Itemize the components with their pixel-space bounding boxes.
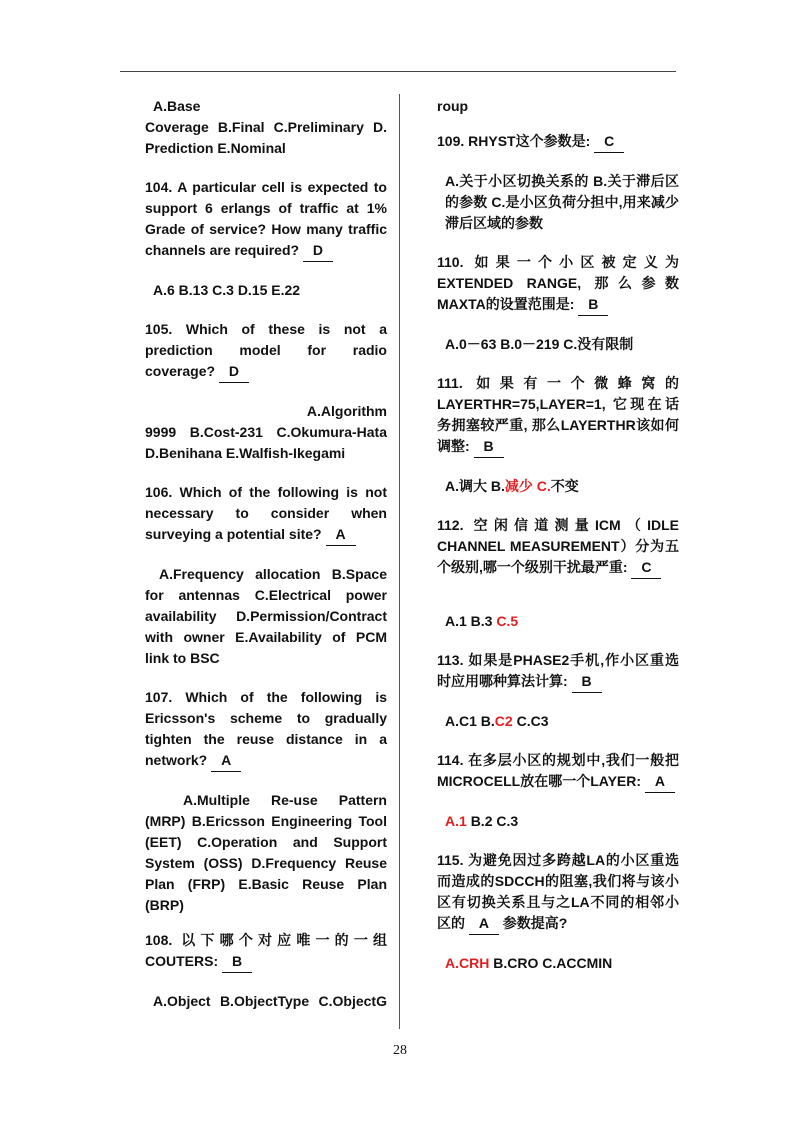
q106 <box>145 482 387 546</box>
q109-options: A.关于小区切换关系的 B.关于滞后区的参数 C.是小区负荷分担中,用来减少滞后区域的参数 <box>445 173 679 231</box>
q113-text: 113. 如果是PHASE2手机,作小区重选时应用哪种算法计算: <box>437 652 679 689</box>
q105-answer: D <box>219 361 249 383</box>
q113-opt-a: A.C1 <box>445 713 477 729</box>
q112-opt-c: C.5 <box>496 613 519 629</box>
q103-options-b: Coverage B.Final C.Preliminary D. Prediction E.Nominal <box>145 119 387 156</box>
q111-opt-c-label: C. <box>536 478 551 494</box>
q114-options <box>437 811 679 832</box>
q108-options: A.Object B.ObjectType C.ObjectG <box>153 993 387 1009</box>
q112-text: 112. 空闲信道测量ICM（IDLE CHANNEL MEASUREMENT）分为五个级别,哪一个级别干扰最严重: <box>437 517 679 575</box>
q107-text: 107. Which of the following is Ericsson's scheme to gradually tighten the reuse distance in a network? <box>145 689 387 768</box>
left-column <box>145 96 387 1012</box>
q107 <box>145 687 387 772</box>
q113-options <box>437 711 679 732</box>
q112-answer: C <box>631 557 661 579</box>
q113 <box>437 650 679 693</box>
q111 <box>437 373 679 458</box>
q105-options-a: A.Algorithm <box>306 403 387 419</box>
q112-options <box>437 611 679 632</box>
q108-text: 108. 以下哪个对应唯一的一组COUTERS: <box>145 932 387 969</box>
q115-text-a: 115. 为避免因过多跨越LA的小区重选而造成的SDCCH的阻塞,我们将与该小区有切换关系且与之LA不同的相邻小区的 <box>437 852 679 931</box>
q109-text: 109. RHYST这个参数是: <box>437 133 591 149</box>
q115-opts-rest: B.CRO C.ACCMIN <box>493 955 613 971</box>
q107-options: A.Multiple Re-use Pattern (MRP) B.Ericsson Engineering Tool (EET) C.Operation and Support System (OSS) D.Frequency Reuse Plan (FRP) E.Basic Reuse Plan (BRP) <box>145 792 387 913</box>
q104-answer: D <box>303 240 333 262</box>
q104-options: A.6 B.13 C.3 D.15 E.22 <box>153 282 301 298</box>
q113-opt-b-text: C2 <box>494 713 513 729</box>
q105-text: 105. Which of these is not a prediction model for radio coverage? <box>145 321 387 379</box>
q108 <box>145 930 387 973</box>
column-divider <box>399 94 400 1029</box>
q110 <box>437 252 679 316</box>
q106-options: A.Frequency allocation B.Space for antennas C.Electrical power availability D.Permission/Contract with owner E.Availability of PCM link to BSC <box>145 566 387 666</box>
q109 <box>437 131 679 153</box>
q114-opts-rest: B.2 C.3 <box>470 813 519 829</box>
q111-opt-b-text: 减少 <box>504 478 533 494</box>
q113-answer: B <box>572 671 602 693</box>
q114 <box>437 750 679 793</box>
q115 <box>437 850 679 935</box>
q109-answer: C <box>594 131 624 153</box>
q114-text: 114. 在多层小区的规划中,我们一般把MICROCELL放在哪一个LAYER: <box>437 752 679 789</box>
q113-opt-c: C.C3 <box>516 713 549 729</box>
q107-answer: A <box>211 750 241 772</box>
q110-text: 110. 如果一个小区被定义为EXTENDED RANGE, 那么参数MAXTA的设置范围是: <box>437 254 679 312</box>
q112 <box>437 515 679 579</box>
q104-text: 104. A particular cell is expected to support 6 erlangs of traffic at 1% Grade of service? How many traffic channels are required? <box>145 179 387 258</box>
q111-options <box>437 476 679 497</box>
q111-opt-a: A.调大 <box>445 478 487 494</box>
q104 <box>145 177 387 262</box>
q108-options-cont: roup <box>437 98 469 114</box>
q106-text: 106. Which of the following is not necessary to consider when surveying a potential site? <box>145 484 387 542</box>
q111-opt-c-text: 不变 <box>550 478 579 494</box>
q114-opt-a: A.1 <box>445 813 467 829</box>
q112-opts-plain: A.1 B.3 <box>445 613 493 629</box>
q110-options: A.0－63 B.0－219 C.没有限制 <box>445 336 634 352</box>
q106-answer: A <box>326 524 356 546</box>
q115-opt-a: A.CRH <box>445 955 490 971</box>
q110-answer: B <box>578 294 608 316</box>
header-rule <box>120 71 676 72</box>
q103-options-a: A.Base <box>153 98 201 114</box>
q108-answer: B <box>222 951 252 973</box>
q111-opt-b-label: B. <box>490 478 505 494</box>
q115-options <box>437 953 679 974</box>
right-column <box>437 96 679 974</box>
q111-answer: B <box>474 436 504 458</box>
q114-answer: A <box>645 771 675 793</box>
q105-options-b: 9999 B.Cost-231 C.Okumura-Hata D.Benihana E.Walfish-Ikegami <box>145 424 387 461</box>
q115-text-b: 参数提高? <box>502 915 568 931</box>
q113-opt-b-label: B. <box>480 713 495 729</box>
q115-answer: A <box>469 913 499 935</box>
page-number: 28 <box>393 1043 407 1058</box>
q105 <box>145 319 387 383</box>
q111-text: 111. 如果有一个微蜂窝的LAYERTHR=75,LAYER=1, 它现在话务拥塞较严重, 那么LAYERTHR该如何调整: <box>437 375 679 454</box>
